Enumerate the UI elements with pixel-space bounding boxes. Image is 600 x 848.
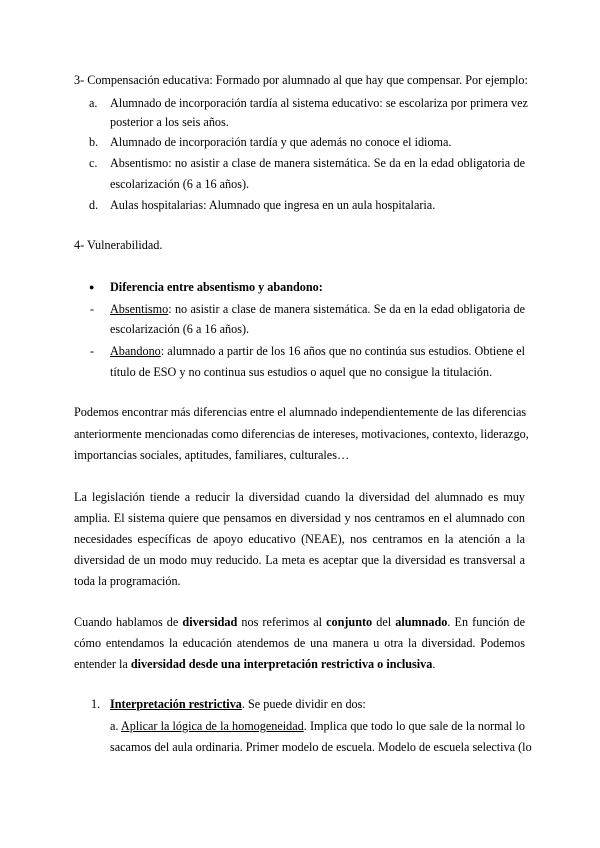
list-item-text: Alumnado de incorporación tardía al sistema educativo: se escolariza por primera vez: [110, 96, 528, 110]
dash-marker: -: [90, 344, 95, 358]
dash-item-text: escolarización (6 a 16 años).: [110, 322, 250, 336]
paragraph-line: La legislación tiende a reducir la diversidad cuando la diversidad del alumnado es muy: [74, 490, 525, 504]
paragraph-line: cómo entendamos la educación atendemos de una manera u otra la diversidad. Podemos: [74, 636, 525, 650]
dash-item-text: título de ESO y no continua sus estudios o aquel que no consigue la titulación.: [110, 365, 493, 379]
list-number: 1.: [91, 697, 101, 711]
list-marker: b.: [89, 135, 99, 149]
sub-item-line: sacamos del aula ordinaria. Primer modelo de escuela. Modelo de escuela selectiva (lo: [110, 740, 532, 754]
bold-term: diversidad desde una interpretación restrictiva o inclusiva: [130, 657, 433, 671]
list-marker: c.: [89, 156, 98, 170]
paragraph-line: toda la programación.: [74, 574, 181, 588]
bullet-heading: Diferencia entre absentismo y abandono:: [110, 280, 323, 294]
list-item-text: Alumnado de incorporación tardía y que además no conoce el idioma.: [110, 135, 452, 149]
dash-marker: -: [90, 302, 95, 316]
dash-item-absentismo: Absentismo: no asistir a clase de manera sistemática. Se da en la edad obligatoria de: [110, 302, 525, 316]
bold-term: diversidad: [182, 615, 238, 629]
list-item-text: posterior a los seis años.: [110, 115, 229, 129]
paragraph-line: anteriormente mencionadas como diferencias de intereses, motivaciones, contexto, liderazgo,: [74, 427, 529, 441]
section-4-heading: 4- Vulnerabilidad.: [74, 238, 163, 252]
paragraph-line: necesidades específicas de apoyo educativo (NEAE), nos centramos en la atención a la: [74, 532, 525, 546]
term-logica-homogeneidad: Aplicar la lógica de la homogeneidad: [120, 719, 304, 733]
paragraph-line: Cuando hablamos de diversidad nos referimos al conjunto del alumnado. En función de: [74, 615, 525, 629]
list-item-text: Aulas hospitalarias: Alumnado que ingresa en un aula hospitalaria.: [110, 198, 436, 212]
list-item-heading: Interpretación restrictiva. Se puede dividir en dos:: [110, 697, 366, 711]
bold-term: alumnado: [395, 615, 448, 629]
paragraph-line: entender la diversidad desde una interpretación restrictiva o inclusiva.: [74, 657, 436, 671]
term-absentismo: Absentismo: [110, 302, 169, 316]
list-marker: d.: [89, 198, 99, 212]
paragraph-line: diversidad de un modo muy reducido. La meta es aceptar que la diversidad es transversal a: [74, 553, 525, 567]
term-abandono: Abandono: [110, 344, 161, 358]
sub-item-line: a. Aplicar la lógica de la homogeneidad. Implica que todo lo que sale de la normal lo: [110, 719, 525, 733]
paragraph-line: Podemos encontrar más diferencias entre el alumnado independientemente de las diferencias: [74, 405, 527, 419]
bold-term: conjunto: [326, 615, 373, 629]
list-item-text: Absentismo: no asistir a clase de manera sistemática. Se da en la edad obligatoria de: [110, 156, 525, 170]
paragraph-line: importancias sociales, aptitudes, familiares, culturales…: [74, 448, 350, 462]
term-interpretacion-restrictiva: Interpretación restrictiva: [110, 697, 242, 711]
bullet-icon: ●: [89, 282, 95, 292]
list-marker: a.: [89, 96, 98, 110]
list-item-text: escolarización (6 a 16 años).: [110, 177, 250, 191]
section-3-heading: 3- Compensación educativa: Formado por alumnado al que hay que compensar. Por ejemplo:: [74, 73, 528, 87]
dash-item-abandono: Abandono: alumnado a partir de los 16 años que no continúa sus estudios. Obtiene el: [110, 344, 525, 358]
paragraph-line: amplia. El sistema quiere que pensamos en diversidad y nos centramos en el alumnado con: [74, 511, 525, 525]
